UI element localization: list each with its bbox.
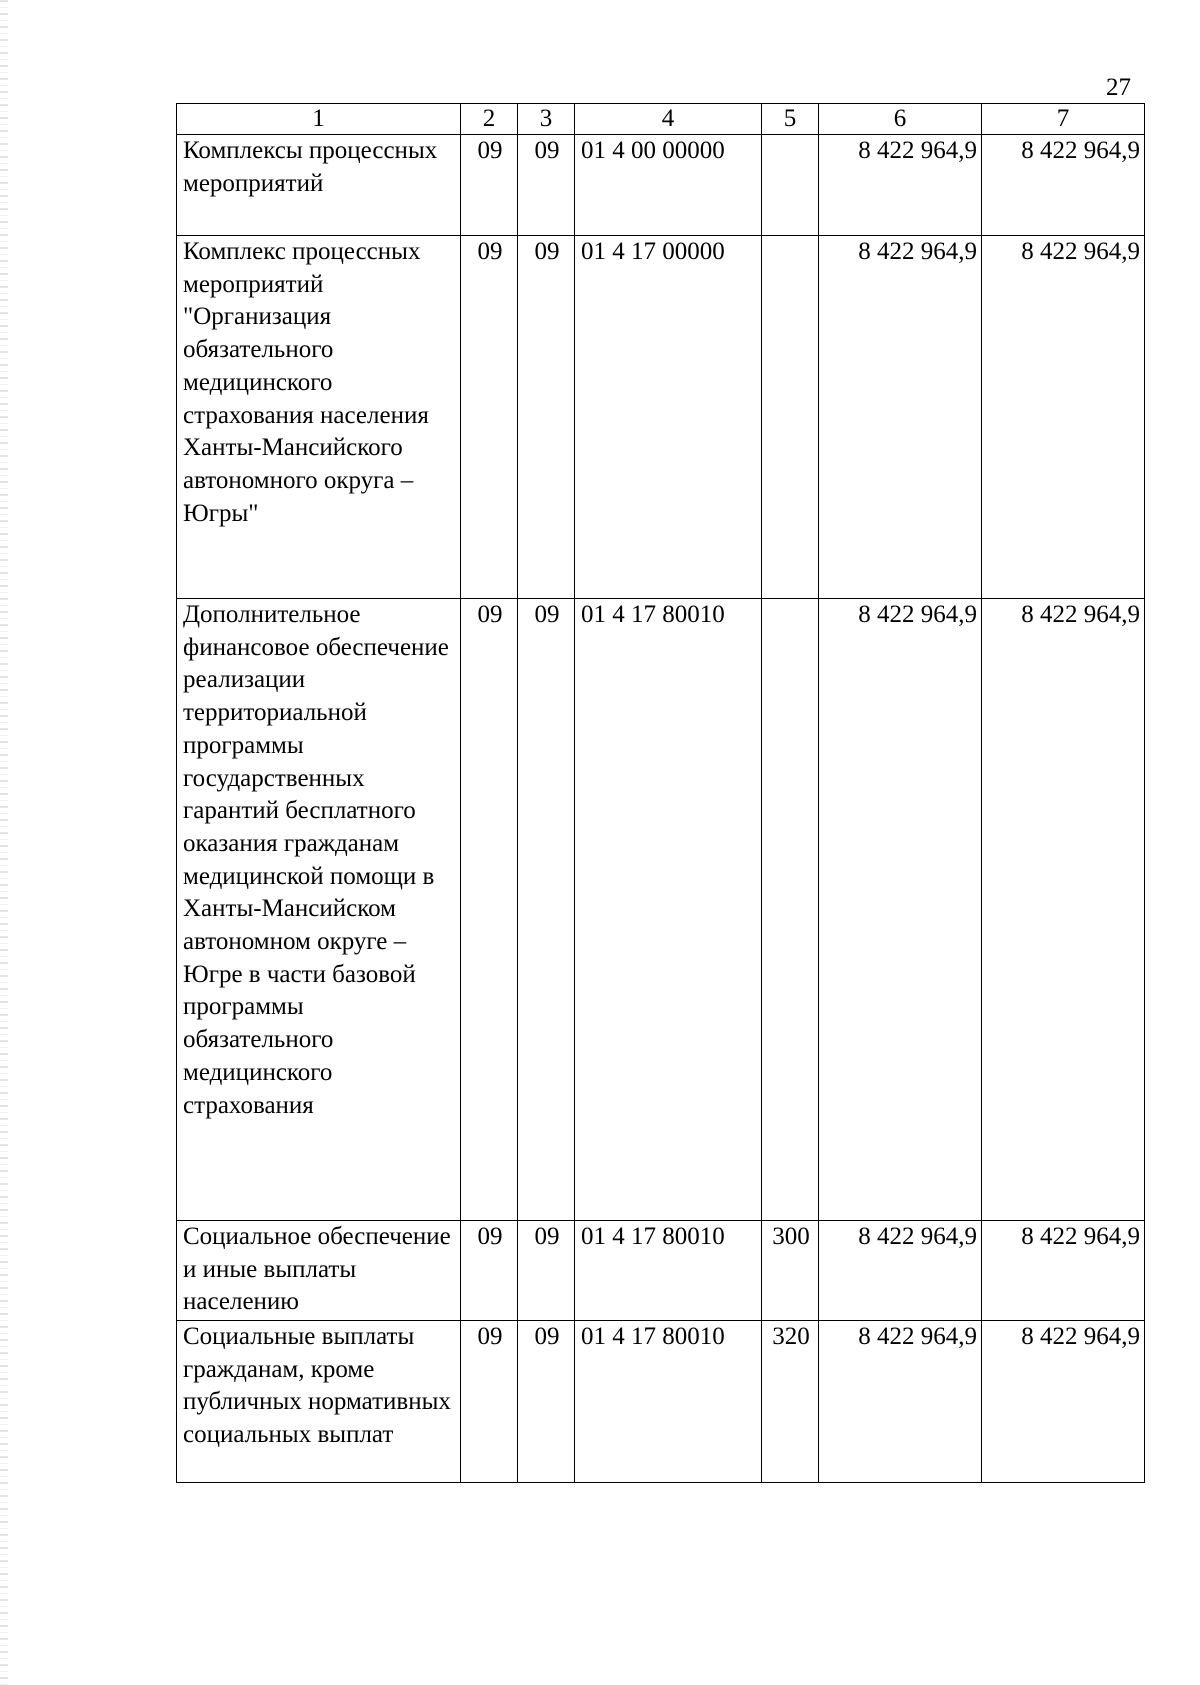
expense-type-cell bbox=[762, 135, 819, 236]
amount-cell-7: 8 422 964,9 bbox=[982, 135, 1145, 236]
row-name-cell: Комплекс процессных мероприятий "Организация обязательного медицинского страхования населения Ханты-Мансийского автономного округа – Югры" bbox=[177, 236, 461, 599]
target-article-cell: 01 4 17 80010 bbox=[575, 1221, 762, 1321]
section-code-cell: 09 bbox=[461, 236, 518, 599]
scan-edge-artifact bbox=[0, 0, 8, 1685]
row-name-cell: Социальные выплаты гражданам, кроме публичных нормативных социальных выплат bbox=[177, 1321, 461, 1483]
column-header-3: 3 bbox=[518, 104, 575, 135]
subsection-code-cell: 09 bbox=[518, 135, 575, 236]
section-code-cell: 09 bbox=[461, 135, 518, 236]
target-article-cell: 01 4 17 00000 bbox=[575, 236, 762, 599]
expense-type-cell bbox=[762, 236, 819, 599]
header-row bbox=[177, 104, 1145, 135]
expense-type-cell: 320 bbox=[762, 1321, 819, 1483]
amount-cell-6: 8 422 964,9 bbox=[819, 236, 982, 599]
subsection-code-cell: 09 bbox=[518, 1321, 575, 1483]
table-row bbox=[177, 236, 1145, 599]
row-name-cell: Комплексы процессных мероприятий bbox=[177, 135, 461, 236]
row-name-cell: Социальное обеспечение и иные выплаты населению bbox=[177, 1221, 461, 1321]
row-name-cell: Дополнительное финансовое обеспечение реализации территориальной программы государственных гарантий бесплатного оказания гражданам медицинской помощи в Ханты-Мансийском автономном округе – Югре в части базовой программы обязательного медицинского страхования bbox=[177, 599, 461, 1221]
target-article-cell: 01 4 17 80010 bbox=[575, 599, 762, 1221]
table-row bbox=[177, 135, 1145, 236]
table-row bbox=[177, 1221, 1145, 1321]
section-code-cell: 09 bbox=[461, 1221, 518, 1321]
section-code-cell: 09 bbox=[461, 1321, 518, 1483]
amount-cell-6: 8 422 964,9 bbox=[819, 1321, 982, 1483]
amount-cell-7: 8 422 964,9 bbox=[982, 599, 1145, 1221]
subsection-code-cell: 09 bbox=[518, 236, 575, 599]
column-header-2: 2 bbox=[461, 104, 518, 135]
column-header-5: 5 bbox=[762, 104, 819, 135]
column-header-4: 4 bbox=[575, 104, 762, 135]
expense-type-cell: 300 bbox=[762, 1221, 819, 1321]
column-header-1: 1 bbox=[177, 104, 461, 135]
amount-cell-7: 8 422 964,9 bbox=[982, 236, 1145, 599]
column-header-6: 6 bbox=[819, 104, 982, 135]
amount-cell-6: 8 422 964,9 bbox=[819, 599, 982, 1221]
amount-cell-7: 8 422 964,9 bbox=[982, 1221, 1145, 1321]
expense-type-cell bbox=[762, 599, 819, 1221]
budget-table bbox=[176, 103, 1145, 1483]
column-header-7: 7 bbox=[982, 104, 1145, 135]
section-code-cell: 09 bbox=[461, 599, 518, 1221]
amount-cell-6: 8 422 964,9 bbox=[819, 1221, 982, 1321]
table-row bbox=[177, 1321, 1145, 1483]
amount-cell-7: 8 422 964,9 bbox=[982, 1321, 1145, 1483]
table-row bbox=[177, 599, 1145, 1221]
subsection-code-cell: 09 bbox=[518, 1221, 575, 1321]
page-number: 27 bbox=[1106, 74, 1131, 101]
target-article-cell: 01 4 00 00000 bbox=[575, 135, 762, 236]
amount-cell-6: 8 422 964,9 bbox=[819, 135, 982, 236]
target-article-cell: 01 4 17 80010 bbox=[575, 1321, 762, 1483]
subsection-code-cell: 09 bbox=[518, 599, 575, 1221]
